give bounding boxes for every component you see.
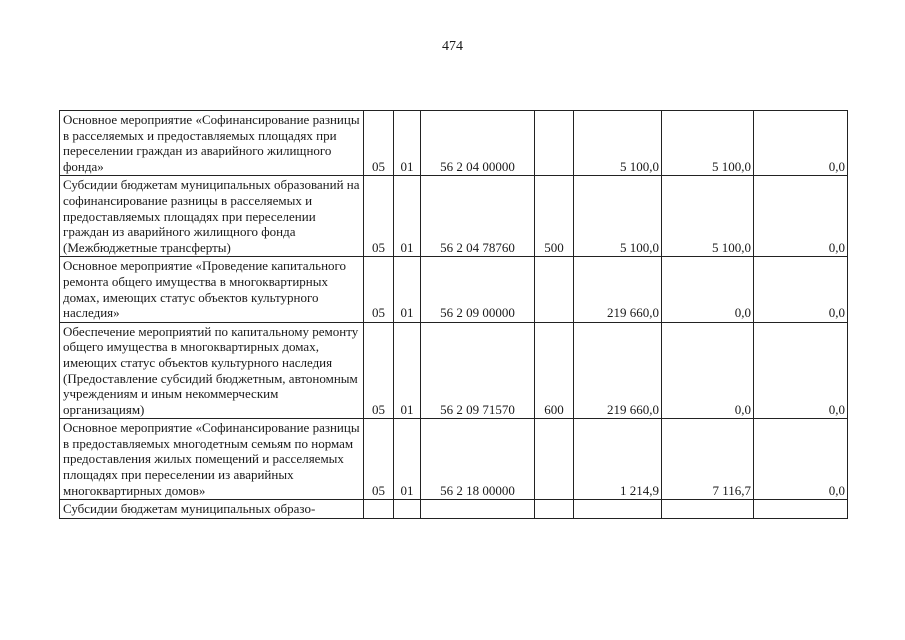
amount-3: 0,0 [754, 176, 848, 257]
amount-2: 0,0 [662, 257, 754, 322]
target-article-code [421, 500, 535, 519]
table-row [60, 322, 848, 419]
expense-type-code: 500 [535, 176, 574, 257]
budget-table [59, 110, 848, 519]
section-code: 05 [364, 111, 394, 176]
expense-type-code [535, 500, 574, 519]
row-description: Основное мероприятие «Проведение капитального ремонта общего имущества в многоквартирных домах, имеющих статус объектов культурного наследия» [60, 257, 364, 322]
amount-2: 7 116,7 [662, 419, 754, 500]
amount-2: 0,0 [662, 322, 754, 419]
subsection-code: 01 [394, 176, 421, 257]
table-row [60, 500, 848, 519]
amount-2: 5 100,0 [662, 176, 754, 257]
row-description: Основное мероприятие «Софинансирование разницы в предоставляемых многодетным семьям по нормам предоставления жилых помещений и расселяемых площадях при переселении из аварийных многоквартирных домов» [60, 419, 364, 500]
amount-3: 0,0 [754, 257, 848, 322]
section-code: 05 [364, 257, 394, 322]
section-code: 05 [364, 176, 394, 257]
amount-1: 5 100,0 [574, 111, 662, 176]
amount-2 [662, 500, 754, 519]
amount-3: 0,0 [754, 111, 848, 176]
amount-3: 0,0 [754, 322, 848, 419]
subsection-code: 01 [394, 111, 421, 176]
target-article-code: 56 2 09 71570 [421, 322, 535, 419]
table-row [60, 257, 848, 322]
target-article-code: 56 2 09 00000 [421, 257, 535, 322]
amount-3 [754, 500, 848, 519]
expense-type-code [535, 419, 574, 500]
section-code [364, 500, 394, 519]
target-article-code: 56 2 04 78760 [421, 176, 535, 257]
target-article-code: 56 2 04 00000 [421, 111, 535, 176]
expense-type-code [535, 111, 574, 176]
amount-1: 5 100,0 [574, 176, 662, 257]
amount-1: 219 660,0 [574, 322, 662, 419]
section-code: 05 [364, 322, 394, 419]
amount-1: 219 660,0 [574, 257, 662, 322]
table-row [60, 419, 848, 500]
row-description: Субсидии бюджетам муниципальных образо- [60, 500, 364, 519]
row-description: Субсидии бюджетам муниципальных образований на софинансирование разницы в расселяемых и предоставляемых площадях при переселении граждан из аварийного жилищного фонда (Межбюджетные трансферты) [60, 176, 364, 257]
expense-type-code [535, 257, 574, 322]
target-article-code: 56 2 18 00000 [421, 419, 535, 500]
table-row [60, 176, 848, 257]
subsection-code: 01 [394, 257, 421, 322]
table-row [60, 111, 848, 176]
subsection-code [394, 500, 421, 519]
amount-2: 5 100,0 [662, 111, 754, 176]
row-description: Обеспечение мероприятий по капитальному ремонту общего имущества в многоквартирных домах, имеющих статус объектов культурного наследия (Предоставление субсидий бюджетным, автономным учреждениям и иным некоммерческим организациям) [60, 322, 364, 419]
row-description: Основное мероприятие «Софинансирование разницы в расселяемых и предоставляемых площадях при переселении граждан из аварийного жилищного фонда» [60, 111, 364, 176]
amount-3: 0,0 [754, 419, 848, 500]
expense-type-code: 600 [535, 322, 574, 419]
subsection-code: 01 [394, 419, 421, 500]
subsection-code: 01 [394, 322, 421, 419]
amount-1: 1 214,9 [574, 419, 662, 500]
page-number: 474 [442, 39, 463, 54]
section-code: 05 [364, 419, 394, 500]
amount-1 [574, 500, 662, 519]
